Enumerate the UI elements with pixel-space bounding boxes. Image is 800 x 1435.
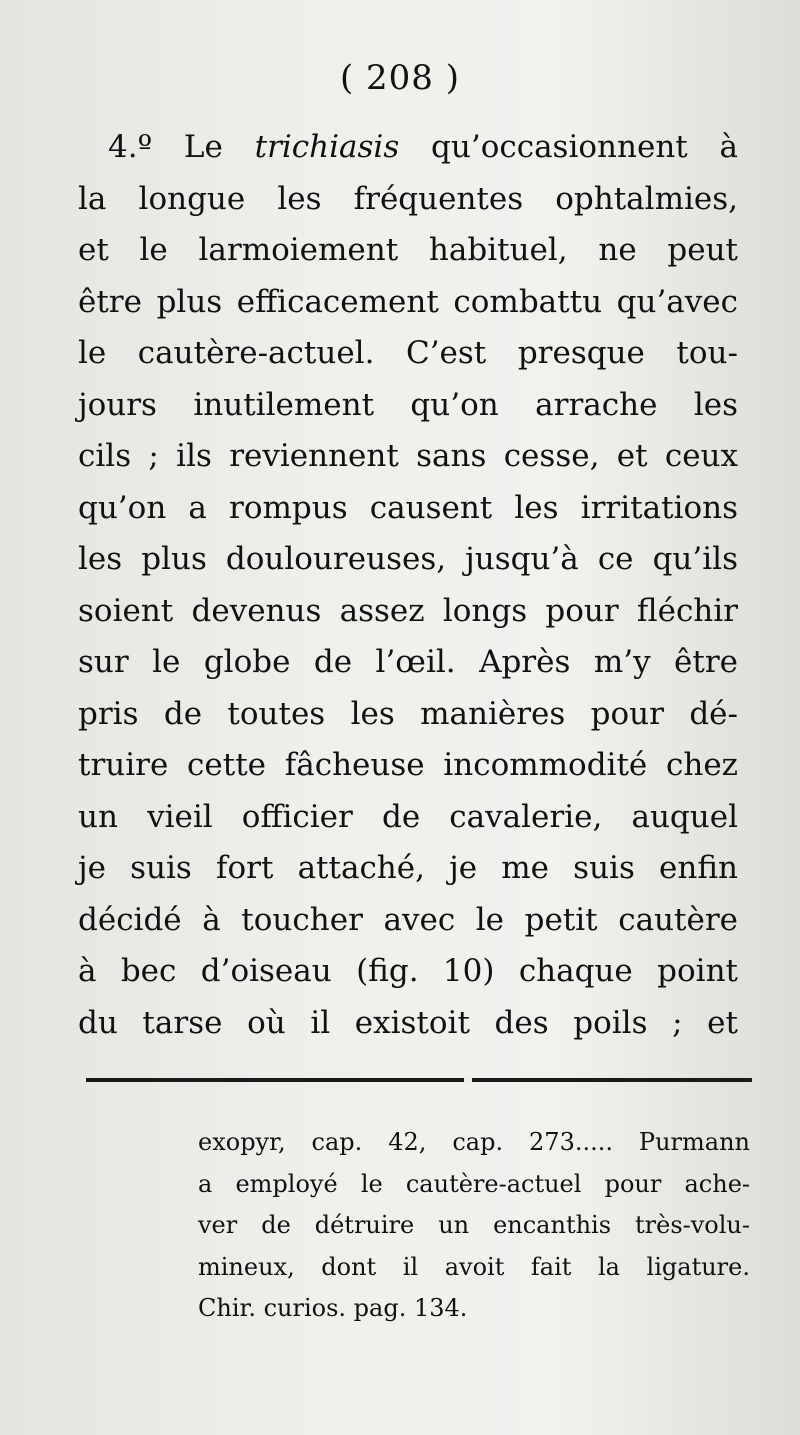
page-number: ( 208 )	[339, 58, 461, 98]
footnote-line: Chir. curios. pag. 134.	[198, 1294, 468, 1322]
text-line: pris de toutes les manières pour dé-	[78, 695, 738, 732]
footnote	[198, 1122, 750, 1330]
text-line: 4.º Le trichiasis qu’occasionnent à	[108, 129, 738, 165]
text-line: cils ; ils reviennent sans cesse, et ceux	[78, 438, 738, 474]
footnote-line: exopyr, cap. 42, cap. 273..... Purmann	[198, 1128, 750, 1156]
text-line: qu’on a rompus causent les irritations	[78, 489, 738, 526]
footnote-line: a employé le cautère-actuel pour ache-	[198, 1169, 750, 1198]
italic-term: trichiasis	[254, 129, 400, 165]
text-line: jours inutilement qu’on arrache les	[78, 386, 738, 423]
text-line: les plus douloureuses, jusqu’à ce qu’ils	[78, 541, 738, 577]
text-line: décidé à toucher avec le petit cautère	[78, 901, 738, 938]
footnote-divider	[86, 1078, 752, 1082]
main-paragraph	[78, 122, 738, 1049]
text-line: un vieil officier de cavalerie, auquel	[78, 798, 738, 835]
text-line: la longue les fréquentes ophtalmies,	[78, 180, 738, 217]
text-line: je suis fort attaché, je me suis enfin	[78, 850, 738, 886]
text-line: le cautère-actuel. C’est presque tou-	[78, 335, 738, 371]
text-line: truire cette fâcheuse incommodité chez	[78, 747, 738, 783]
text-line: du tarse où il existoit des poils ; et	[78, 1004, 738, 1041]
text-line: être plus efficacement combattu qu’avec	[78, 283, 738, 320]
footnote-line: mineux, dont il avoit fait la ligature.	[198, 1252, 750, 1281]
text-line: et le larmoiement habituel, ne peut	[78, 232, 738, 268]
text-line: sur le globe de l’œil. Après m’y être	[78, 644, 738, 680]
footnote-line: ver de détruire un encanthis très-volu-	[198, 1211, 750, 1239]
text-line: à bec d’oiseau (fig. 10) chaque point	[78, 953, 738, 989]
text-line: soient devenus assez longs pour fléchir	[78, 592, 738, 629]
